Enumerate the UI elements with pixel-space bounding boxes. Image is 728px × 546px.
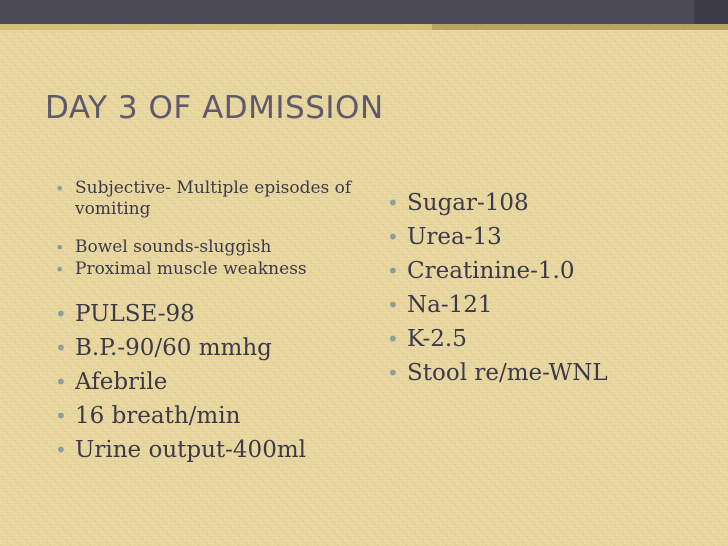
list-item-stool: • Stool re/me-WNL — [387, 356, 717, 390]
list-item-creatinine: • Creatinine-1.0 — [387, 254, 717, 288]
list-item-muscle-weakness: • Proximal muscle weakness — [55, 259, 355, 280]
list-item-urine-output: • Urine output-400ml — [55, 433, 355, 467]
list-item-urea: • Urea-13 — [387, 220, 717, 254]
list-item-temperature: • Afebrile — [55, 365, 355, 399]
list-item-pulse: • PULSE-98 — [55, 297, 355, 331]
list-item-bowel-sounds: • Bowel sounds-sluggish — [55, 237, 355, 258]
left-bullet-list — [55, 178, 355, 467]
list-item-respiration: • 16 breath/min — [55, 399, 355, 433]
list-item-blood-pressure: • B.P.-90/60 mmhg — [55, 331, 355, 365]
list-item-sodium: • Na-121 — [387, 288, 717, 322]
right-bullet-list — [387, 186, 717, 390]
list-item-sugar: • Sugar-108 — [387, 186, 717, 220]
list-item-potassium: • K-2.5 — [387, 322, 717, 356]
top-bar-accent — [694, 0, 728, 24]
list-item-subjective: • Subjective- Multiple episodes of vomiting — [55, 178, 355, 220]
top-stripe-accent — [432, 24, 728, 30]
top-bar — [0, 0, 728, 24]
slide-title: DAY 3 OF ADMISSION — [45, 90, 384, 126]
